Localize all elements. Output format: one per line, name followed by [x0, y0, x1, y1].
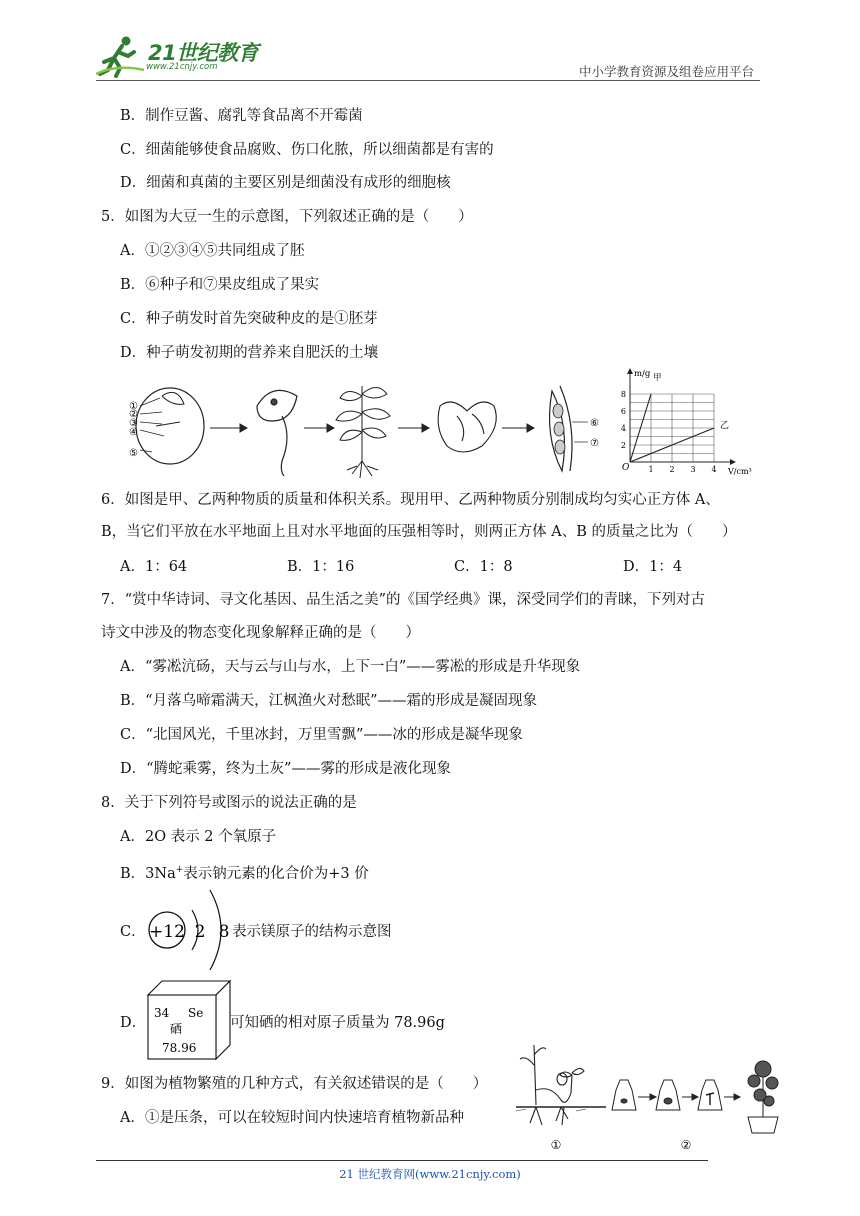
- shell2-electrons: 8: [218, 922, 230, 942]
- arrow-icon: [210, 424, 247, 432]
- q8-b-superscript: +: [175, 865, 184, 875]
- q5-option-b: B．⑥种子和⑦果皮组成了果实: [120, 277, 320, 293]
- q5-stem: 5．如图为大豆一生的示意图，下列叙述正确的是（ ）: [101, 209, 473, 225]
- q5-option-d: D．种子萌发初期的营养来自肥沃的土壤: [120, 345, 379, 361]
- soybean-pod-drawing: [550, 386, 599, 471]
- soybean-life-cycle-figure: [122, 366, 762, 484]
- y-axis-label: m/g: [634, 369, 651, 379]
- y-tick-labels: [621, 390, 626, 450]
- germinating-seed-drawing: [257, 390, 297, 476]
- arrow-icon: [398, 424, 429, 432]
- q8-option-c-text: 表示镁原子的结构示意图: [232, 924, 392, 940]
- running-figure-icon: [96, 34, 146, 78]
- q6-option-d: D．1：4: [623, 559, 683, 575]
- selenium-element-cell: [144, 977, 232, 1061]
- q7-option-c: C．“北国风光，千里冰封，万里雪飘”——冰的形成是凝华现象: [120, 727, 523, 743]
- q7-option-a: A．“雾凇沆砀，天与云与山与水，上下一白”——雾凇的形成是升华现象: [120, 659, 581, 675]
- origin-label: O: [622, 463, 630, 473]
- x-axis-label: V/cm³: [728, 467, 752, 476]
- q4-option-c: C．细菌能够使食品腐败、伤口化脓，所以细菌都是有害的: [120, 142, 494, 158]
- header-divider: [96, 80, 760, 81]
- y-tick-2: 2: [620, 441, 626, 450]
- soybean-plant-drawing: [336, 386, 390, 478]
- arrow-icon: [502, 424, 534, 432]
- tissue-culture-drawing: [612, 1061, 778, 1133]
- logo-url: www.21cnjy.com: [146, 62, 218, 72]
- flower-drawing: [438, 402, 496, 452]
- nucleus-charge: +12: [149, 922, 185, 942]
- q7-option-b: B．“月落乌啼霜满天，江枫渔火对愁眠”——霜的形成是凝固现象: [120, 693, 537, 709]
- arrow-icon: [304, 424, 334, 432]
- q7-stem-line1: 7．“赏中华诗词、寻文化基因、品生活之美”的《国学经典》课，深受同学们的青睐，下列对古: [101, 592, 706, 608]
- q8-option-d-label: D．: [120, 1015, 147, 1031]
- y-tick-4: 4: [620, 424, 626, 433]
- q6-stem-line2: B，当它们平放在水平地面上且对水平地面的压强相等时，则两正方体 A、B 的质量之比为（ ）: [101, 524, 737, 540]
- x-tick-4: 4: [711, 465, 717, 474]
- q8-option-c-label: C．: [120, 924, 146, 940]
- q6-option-c: C．1：8: [454, 559, 513, 575]
- q8-option-b: [120, 860, 369, 884]
- x-axis-arrow: [730, 459, 736, 465]
- q8-b-suffix: 表示钠元素的化合价为+3 价: [183, 865, 369, 882]
- label-6: ⑥: [590, 418, 599, 429]
- figure-label-1: ①: [550, 1138, 562, 1152]
- y-tick-8: 8: [620, 390, 626, 399]
- x-tick-1: 1: [648, 465, 654, 474]
- label-4: ④: [129, 427, 138, 438]
- footer-divider: [96, 1160, 708, 1161]
- seed-drawing: [129, 388, 204, 464]
- q4-option-b: B．制作豆酱、腐乳等食品离不开霉菌: [120, 108, 363, 124]
- label-2: ②: [129, 409, 138, 420]
- label-7: ⑦: [590, 438, 599, 449]
- x-tick-2: 2: [669, 465, 675, 474]
- q8-option-d-text: 可知硒的相对原子质量为 78.96g: [230, 1015, 445, 1031]
- q4-option-d: D．细菌和真菌的主要区别是细菌没有成形的细胞核: [120, 175, 451, 191]
- plant-propagation-figure: [516, 1035, 791, 1157]
- q7-stem-line2: 诗文中涉及的物态变化现象解释正确的是（ ）: [101, 625, 420, 641]
- element-symbol: Se: [188, 1006, 204, 1020]
- q7-option-d: D．“腾蛇乘雾，终为土灰”——雾的形成是液化现象: [120, 761, 451, 777]
- layering-drawing: [516, 1045, 606, 1125]
- graph-grid: [630, 394, 714, 462]
- page-header: [96, 34, 760, 80]
- q8-stem: 8．关于下列符号或图示的说法正确的是: [101, 795, 357, 811]
- header-platform-text: 中小学教育资源及组卷应用平台: [578, 64, 754, 79]
- q9-option-a: A．①是压条，可以在较短时间内快速培育植物新品种: [120, 1110, 464, 1126]
- q9-stem: 9．如图为植物繁殖的几种方式，有关叙述错误的是（ ）: [101, 1076, 488, 1092]
- figure-label-2: ②: [680, 1138, 692, 1152]
- y-tick-6: 6: [620, 407, 626, 416]
- site-logo: [96, 34, 276, 78]
- shell1-electrons: 2: [194, 922, 206, 942]
- label-3: ③: [129, 418, 138, 429]
- q6-option-b: B．1：16: [287, 559, 355, 575]
- x-tick-labels: [648, 465, 716, 474]
- series-yi-label: 乙: [720, 421, 730, 431]
- q8-b-prefix: B．3Na: [120, 865, 176, 882]
- footer-text: 21 世纪教育网(www.21cnjy.com): [339, 1167, 521, 1181]
- label-1: ①: [129, 401, 138, 412]
- x-tick-3: 3: [690, 465, 696, 474]
- q6-stem-line1: 6．如图是甲、乙两种物质的质量和体积关系。现用甲、乙两种物质分别制成均匀实心正方体 A、: [101, 492, 720, 508]
- atomic-mass: 78.96: [162, 1041, 197, 1055]
- q6-option-a: A．1：64: [120, 559, 188, 575]
- y-axis-arrow: [627, 368, 633, 374]
- q8-option-a: A．2O 表示 2 个氧原子: [120, 829, 277, 845]
- element-name: 硒: [170, 1022, 183, 1036]
- q5-option-a: A．①②③④⑤共同组成了胚: [120, 243, 305, 259]
- magnesium-atom-diagram: [144, 886, 234, 972]
- series-jia-label: 甲: [653, 373, 662, 383]
- q5-option-c: C．种子萌发时首先突破种皮的是①胚芽: [120, 311, 378, 327]
- atomic-number: 34: [154, 1006, 170, 1020]
- logo-text: 21世纪教育: [148, 41, 259, 65]
- label-5: ⑤: [129, 448, 138, 459]
- mass-volume-graph: [621, 368, 752, 476]
